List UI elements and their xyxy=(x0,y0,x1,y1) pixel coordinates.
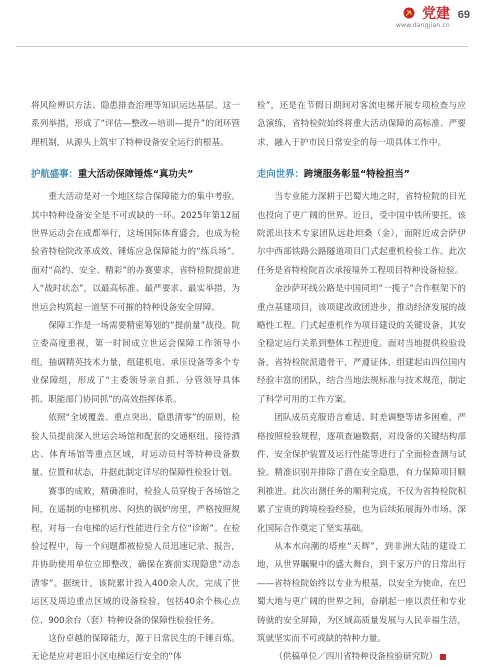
page-number: 69 xyxy=(457,9,470,21)
logo-text: 党建 xyxy=(422,5,450,22)
right-column xyxy=(257,97,466,667)
paragraph: 赛事的成败，精确准时，检验人员穿梭于各场馆之间，在遥制的电梯机房、闷热的锅炉房里，严格按照规程，对每一台电梯的运行性能进行全方位“诊断”。在检验过程中，每一个问题都被检验人员迅速记录、报告，并协助使用单位立即整改，确保在赛前实现隐患“动态清零”。据统计，该院累计投入400余人次，完成了世运区及周边重点区域的设备检验，包括40余个核心点位、900余台（套）特种设备的保障性检验任务。 xyxy=(31,486,240,626)
paragraph: 团队成员克服语言难适、时差调整等诸多困难，严格按照检验规程，逐项查遍数据，对设备的关键结构部件、安全保护装置及运行性能等进行了全面检查测与试验。精准识别并排除了潜在安全隐患，有力保障项目顺利推进。此次出测任务的顺利完成，不仅为省特检院积累了宝贵的跨境检验经验，也为后续拓展海外市场、深化国际合作奠定了坚实基础。 xyxy=(257,413,466,534)
end-mark-icon xyxy=(440,654,446,660)
left-column xyxy=(31,97,240,667)
paragraph: 当专业能力深耕于巴蜀大地之时，省特检院的目光也投向了更广阔的世界。近日，受中国中铁所要托，该院派出技术专家团队远赴坦桑（金），面附近成会萨伊尔中西部铁路公路隧道项目门式起重机检验工作。此次任务是省特检院首次承接境外工程项目特种设备检验。 xyxy=(257,192,466,276)
paragraph: 从本水向潮的塔座“天辉”，到非洲大陆的建设工地，从世界瞩聚中的盛大舞台，到千家万户的日常出行——省特检院始终以专业为根基，以安全为使命，在巴蜀大地与更广阔的世界之间，奋刷起一座以责任和专业铸就的安全屏障，为区域高质量发展与人民幸福生活，筑就坚实而不可或缺的特种力量。 xyxy=(257,541,466,644)
paragraph: 重大活动是对一个地区综合保障能力的集中考验。其中特种设备安全是不可或缺的一环。2025年第12届世界运动会在成都举行，这场国际体育盛会，也成为检验省特检院改革成效、锤炼应急保障能力的“练兵场”。面对“高约、安全、精彩”的办赛要求，省特检院提前进入“战时状态”，以最高标准、最严要求、最实举措，为世运会构筑起一道坚不可摧的特种设备安全屏障。 xyxy=(31,192,240,313)
logo-url: www.dangjian.cn xyxy=(396,21,450,29)
header-divider xyxy=(16,46,468,47)
source-line xyxy=(257,648,466,666)
page-header xyxy=(0,0,484,60)
section-heading xyxy=(31,168,240,182)
section-title: 重大活动保障锤炼“真功夫” xyxy=(77,169,194,181)
section-heading xyxy=(257,168,466,182)
paragraph: 这份卓越的保障能力，源于日常民生的千锤百炼。无论是应对老旧小区电梯运行安全的“体 xyxy=(31,633,240,663)
paragraph: 保障工作是一场需要精密筹划的“提前量”战役。院立委高度重视，第一时间成立世运会保障工作领导小组，抽调精英技术力量，组建机电、承压设备等多个专业保障组，形成了“主委领导亲自抓、分管领导具体抓、职能部门协同抓”的高效指挥体系。 xyxy=(31,321,240,405)
source-text: （供稿单位／四川省特种设备检验研究院） xyxy=(274,652,438,663)
paragraph: 将风险辨识方法、隐患排查治理等知识运达基层。这一系列举措，形成了“评估—整改—培训—提升”的闭环管理机制，从源头上筑牢了特种设备安全运行的根基。 xyxy=(31,101,240,148)
magazine-logo xyxy=(396,2,450,29)
paragraph: 检”，还是在节假日期间对客流电梯开展专项检查与应急演练，省特检院始终将重大活动保障的高标准、严要求，融入于护市民日常安全的每一项具体工作中。 xyxy=(257,101,466,148)
paragraph: 依照“全域覆盖、重点突出、隐患清零”的原则，检验人员提前深入世运会场馆和配套的交通枢纽、接待酒店、体育场馆等重点区域，对运动员村等特种设备数量、位置和状态，并据此制定详尽的保障性检验计划。 xyxy=(31,413,240,479)
party-emblem-icon xyxy=(403,7,415,19)
section-title: 跨境服务彰显“特检担当” xyxy=(303,169,410,181)
section-keyword: 护航盛事： xyxy=(31,169,78,181)
paragraph: 金沙萨环线公路是中国同坦“一揽子”合作框架下的重点基建项目，该项建改政团进步，推动经济发展的战略性工程。门式起重机作为项目建设的关键设备，其安全稳定运行关系到整体工程进度。面对当地提供检验设备，省特检院派遣骨干，严遵证体，组建起由四位国内经验丰富的团队，结合当地法规标准与技术规范，制定了科学可用的工作方案。 xyxy=(257,284,466,405)
section-keyword: 走向世界： xyxy=(257,169,304,181)
